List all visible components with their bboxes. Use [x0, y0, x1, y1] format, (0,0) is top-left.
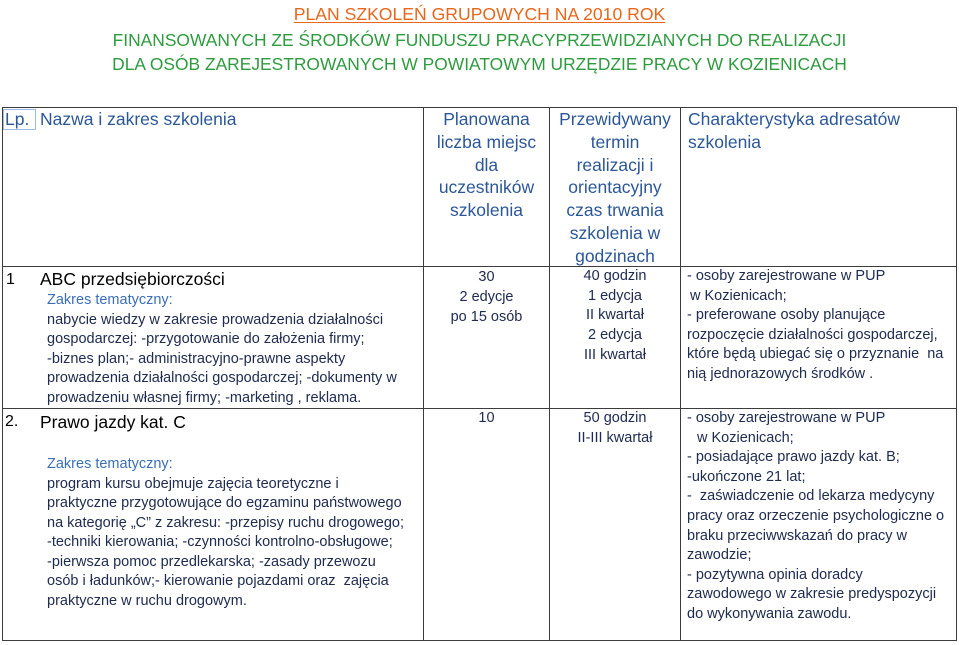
row-1-cell-name: [3, 267, 424, 409]
row-2-audience-line: zawodowego w zakresie predyspozycji: [687, 586, 937, 603]
row-1-places-line: po 15 osób: [450, 309, 523, 325]
row-2-training-title: Prawo jazdy kat. C: [40, 412, 186, 432]
header-cell-audience: [681, 108, 957, 267]
row-1-scope-label: Zakres tematyczny:: [47, 292, 173, 308]
row-1-term-line: 1 edycja: [587, 287, 642, 304]
row-1-cell-audience: [681, 267, 957, 409]
row-1-places-line: 2 edycje: [459, 289, 514, 305]
row-1-training-title: ABC przedsiębiorczości: [40, 269, 225, 289]
row-2-audience-line: - posiadające prawo jazdy kat. B;: [687, 449, 900, 466]
row-2-term-line: II-III kwartał: [577, 429, 653, 446]
header-places-line: liczba miejsc: [436, 131, 537, 152]
row-1-cell-term: [550, 267, 681, 409]
row-1-scope-line: nabycie wiedzy w zakresie prowadzenia działalności: [47, 311, 384, 328]
header-places-line: szkolenia: [450, 200, 523, 221]
row-1-scope: [47, 291, 397, 408]
header-term-line: termin: [590, 131, 640, 152]
training-plan-table: [2, 107, 957, 641]
row-1-places-line: 30: [478, 269, 495, 285]
header-audience-line: szkolenia: [688, 131, 761, 152]
header-cell-term: [550, 108, 681, 267]
header-audience-line: Charakterystyka adresatów: [688, 109, 901, 129]
row-1-cell-places: [424, 267, 550, 409]
row-2-scope: [47, 455, 404, 611]
row-2-audience-line: braku przeciwwskazań do pracy w: [687, 527, 908, 544]
row-1-audience-line: rozpoczęcie działalności gospodarczej,: [687, 326, 938, 343]
row-2-audience-line: w Kozienicach;: [697, 429, 794, 446]
row-2-audience-line: zawodzie;: [687, 547, 752, 564]
header-term-line: czas trwania: [566, 200, 664, 221]
row-1-scope-line: -biznes plan;- administracyjno-prawne aspekty: [47, 350, 346, 367]
title-line-funding: FINANSOWANYCH ZE ŚRODKÓW FUNDUSZU PRACYPRZEWIDZIANYCH DO REALIZACJI: [112, 30, 847, 50]
row-2-term-line: 50 godzin: [583, 410, 647, 426]
row-1-scope-line: prowadzeniu własnej firmy; -marketing , reklama.: [47, 389, 362, 406]
header-term-line: realizacji i: [576, 154, 654, 175]
row-1-term-line: III kwartał: [583, 346, 647, 363]
row-2-audience-line: do wykonywania zawodu.: [687, 605, 852, 622]
row-2-scope-line: -pierwsza pomoc przedlekarska; -zasady przewozu: [47, 553, 376, 570]
row-1-scope-line: gospodarczej: -przygotowanie do założenia firmy;: [47, 331, 365, 347]
row-2-scope-line: praktyczne przygotowujące do egzaminu państwowego: [47, 495, 402, 511]
header-cell-places: [424, 108, 550, 267]
row-2-number: 2.: [5, 413, 19, 430]
header-term-line: szkolenia w: [569, 222, 661, 243]
row-1-audience-line: w Kozienicach;: [690, 287, 787, 304]
row-2-scope-line: program kursu obejmuje zajęcia teoretyczne i: [47, 475, 339, 492]
row-1-term-line: 40 godzin: [583, 268, 647, 284]
row-2-places-line: 10: [478, 410, 495, 426]
header-term-line: orientacyjny: [568, 177, 662, 198]
row-2-scope-line: osób i ładunków;- kierowanie pojazdami oraz zajęcia: [47, 573, 389, 589]
row-1-scope-line: prowadzenia działalności gospodarczej; -dokumenty w: [47, 370, 397, 386]
header-lp-label: Lp.: [3, 109, 36, 130]
row-2-audience-line: - zaświadczenie od lekarza medycyny: [687, 488, 935, 505]
row-2-audience-line: - pozytywna opinia doradcy: [687, 566, 863, 583]
row-2-audience-line: pracy oraz orzeczenie psychologiczne o: [687, 507, 945, 524]
header-cell-name: [3, 108, 424, 267]
row-2-audience-line: - osoby zarejestrowane w PUP: [687, 410, 886, 426]
header-places-line: Planowana: [443, 109, 530, 129]
row-2-cell-audience: [681, 409, 957, 641]
row-1-term-line: 2 edycja: [587, 327, 642, 344]
row-2-cell-places: [424, 409, 550, 641]
row-1-audience-line: nią jednorazowych środków .: [687, 365, 874, 382]
row-2-scope-line: na kategorię „C” z zakresu: -przepisy ruchu drogowego;: [47, 514, 405, 531]
title-line-recipients: DLA OSÓB ZAREJESTROWANYCH W POWIATOWYM URZĘDZIE PRACY W KOZIENICACH: [112, 54, 847, 74]
row-1-audience-line: które będą ubiegać się o przyznanie na: [687, 346, 944, 363]
header-places-line: dla: [474, 154, 499, 175]
row-2-scope-label: Zakres tematyczny:: [47, 456, 173, 472]
header-name-label: Nazwa i zakres szkolenia: [40, 109, 237, 129]
row-2-audience-line: -ukończone 21 lat;: [687, 468, 806, 485]
row-1-number: 1: [6, 271, 15, 288]
header-term-line: Przewidywany: [559, 109, 671, 129]
row-1-term-line: II kwartał: [585, 307, 644, 324]
row-2-scope-line: praktyczne w ruchu drogowym.: [47, 592, 247, 609]
header-term-line: godzinach: [575, 245, 655, 266]
row-1-audience-line: - preferowane osoby planujące: [687, 307, 886, 324]
row-2-cell-term: [550, 409, 681, 641]
header-places-line: uczestników: [438, 177, 535, 198]
title-line-plan: PLAN SZKOLEŃ GRUPOWYCH NA 2010 ROK: [293, 4, 666, 24]
row-2-cell-name: [3, 409, 424, 641]
row-2-scope-line: -techniki kierowania; -czynności kontrolno-obsługowe;: [47, 534, 393, 550]
row-1-audience-line: - osoby zarejestrowane w PUP: [687, 268, 886, 284]
